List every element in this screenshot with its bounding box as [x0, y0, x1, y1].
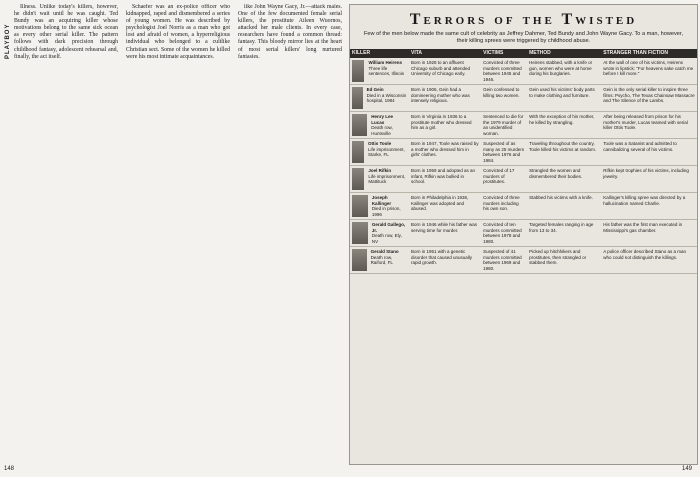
article-column-3 [238, 4, 342, 466]
method-cell: Strangled the women and dismembered their bodies. [527, 166, 601, 193]
killer-photo [352, 168, 364, 190]
header-victims: VICTIMS [481, 49, 527, 58]
table-row [350, 112, 697, 139]
killer-name: William Heirens [368, 60, 402, 66]
killer-name: Ottis Toole [367, 141, 392, 147]
page-sidebar [0, 0, 14, 477]
column-text: Illness. Unlike today's killers, however, he didn't wait until he was caught. Ted Bundy was an acquiring killer whose motivations belong to the same sick ocean as every other serial killer. The pattern follows with dark precision through childhood fantasy, adolescent rehearsal and, finally, the act itself. [14, 4, 118, 60]
killer-info: Died in prison, 1996 [371, 206, 401, 217]
column-text: Schaefer was an ex-police officer who kidnapped, raped and dismembered a series of young women. He was described by psychologist Joel Norris as a man who got lost and afraid of women, a hyperreligious individual who belonged to a cultlike Christian sect. Some of the women he killed were his most intimate acquaintances. [126, 4, 230, 60]
killer-photo [352, 195, 368, 217]
vita-cell: Born in Philadelphia in 1936, Kallinger was adopted and abused. [409, 193, 481, 220]
killer-name: Gerald Gallego, Jr. [371, 222, 406, 233]
table-header-row [350, 49, 697, 58]
killer-cell [350, 85, 409, 112]
killer-name: Joseph Kallinger [371, 195, 392, 206]
column-text: like John Wayne Gacy, Jr.—attack males. One of the few documented female serial killers, the prostitute Aileen Wuornos, attacked her male clients. In every case, researchers have found a common thread: fantasy. This bloody mirror lies at the heart of most serial killers' long nurtured fantasies. [238, 4, 342, 60]
killer-photo [352, 249, 367, 271]
table-row [350, 85, 697, 112]
vita-cell: Born in 1947, Toole was raised by a mother who dressed him in girls' clothes. [409, 139, 481, 166]
killer-cell [350, 193, 409, 220]
killer-cell [350, 166, 409, 193]
header-vita: VITA [409, 49, 481, 58]
killer-cell [350, 247, 409, 274]
header-killer: KILLER [350, 49, 409, 58]
table-row [350, 220, 697, 247]
victims-cell: Sentenced to die for the 1979 murder of an unidentified woman. [481, 112, 527, 139]
article-columns [14, 4, 342, 466]
article-column-2 [126, 4, 230, 466]
vita-cell: Born in 1959 and adopted as an infant, Rifkin was bullied in school. [409, 166, 481, 193]
killer-info: Life imprisonment, Starke, FL [367, 146, 405, 158]
table-row [350, 58, 697, 85]
killer-cell [350, 139, 409, 166]
victims-cell: Convicted of ten murders committed between 1978 and 1980. [481, 220, 527, 247]
terrors-sidebar [349, 4, 698, 465]
fiction-cell: Rifkin kept trophies of his victims, including jewelry. [601, 166, 697, 193]
victims-cell: Gein confessed to killing two women. [481, 85, 527, 112]
killer-photo [352, 60, 364, 82]
victims-cell: Convicted of 17 murders of prostitutes. [481, 166, 527, 193]
fiction-cell: A police officer described Stano as a man who could not distinguish the killings. [601, 247, 697, 274]
killer-info: Life imprisonment, Mattituck [368, 173, 406, 185]
fiction-cell: After being released from prison for his mother's murder, Lucas teamed with serial killer Ottis Toole. [601, 112, 697, 139]
killers-table [350, 49, 697, 274]
killer-name: Ed Gein [366, 87, 384, 93]
table-row [350, 247, 697, 274]
killer-photo [352, 87, 363, 109]
article-column-1 [14, 4, 118, 466]
killer-cell [350, 58, 409, 85]
fiction-cell: Gein is the only serial killer to inspire three films: Psycho, The Texas Chainsaw Massacre and The Silence of the Lambs. [601, 85, 697, 112]
table-row [350, 139, 697, 166]
killer-photo [352, 222, 368, 244]
sidebar-subtitle: Few of the men below made the same cult of celebrity as Jeffrey Dahmer, Ted Bundy and John Wayne Gacy. To a man, however, their killing sprees were triggered by childhood abuse. [363, 31, 683, 44]
fiction-cell: Toole was a Satanist and admitted to cannibalizing several of his victims. [601, 139, 697, 166]
header-fiction: STRANGER THAN FICTION [601, 49, 697, 58]
method-cell: With the exception of his mother, he killed by strangling. [527, 112, 601, 139]
victims-cell: Suspected of as many as 25 murders between 1976 and 1984. [481, 139, 527, 166]
killer-info: Death row, Huntsville [371, 125, 393, 136]
fiction-cell: Kallinger's killing spree was directed by a hallucination named Charlie. [601, 193, 697, 220]
magazine-label: PLAYBOY [5, 23, 11, 59]
killer-cell [350, 220, 409, 247]
killer-info: Died in a Wisconsin hospital, 1984 [366, 92, 407, 104]
page-number-left: 148 [4, 466, 15, 472]
killer-info: Death row, Raiford, FL [370, 254, 393, 266]
method-cell: Gein used his victims' body parts to make clothing and furniture. [527, 85, 601, 112]
page-number-right: 149 [682, 466, 693, 472]
sidebar-title: Terrors of the Twisted [409, 11, 638, 28]
killer-name: Joel Rifkin [368, 168, 392, 174]
victims-cell: Convicted of three murders committed between 1945 and 1946. [481, 58, 527, 85]
vita-cell: Born in 1928 to an affluent Chicago suburb and attended University of Chicago early. [409, 58, 481, 85]
fiction-cell: His father was the first man executed in Mississippi's gas chamber. [601, 220, 697, 247]
table-row [350, 166, 697, 193]
fiction-cell: At the wall of one of his victims, Heirens wrote in lipstick: "For heavens sake catch me before I kill more." [601, 58, 697, 85]
method-cell: Targeted females ranging in age from 13 to 34. [527, 220, 601, 247]
killer-cell [350, 112, 409, 139]
killer-info: Death row, Ely, NV [371, 233, 402, 244]
method-cell: Picked up hitchhikers and prostitutes, then strangled or stabbed them. [527, 247, 601, 274]
header-method: METHOD [527, 49, 601, 58]
vita-cell: Born in 1951 with a genetic disorder that caused unusually rapid growth. [409, 247, 481, 274]
killer-name: Gerald Stano [370, 249, 399, 255]
victims-cell: Suspected of 41 murders committed between 1969 and 1980. [481, 247, 527, 274]
vita-cell: Born in 1906, Gein had a domineering mother who was intensely religious. [409, 85, 481, 112]
method-cell: Stabbed his victims with a knife. [527, 193, 601, 220]
method-cell: Heirens stabbed, with a knife or gun, women who were at home during his burglaries. [527, 58, 601, 85]
killer-photo [352, 141, 364, 163]
method-cell: Traveling throughout the country, Toole killed his victims at random. [527, 139, 601, 166]
victims-cell: Convicted of three murders including his own son. [481, 193, 527, 220]
killer-name: Henry Lee Lucas [371, 114, 393, 125]
table-row [350, 193, 697, 220]
killer-photo [352, 114, 367, 136]
vita-cell: Born in Virginia in 1936 to a prostitute mother who dressed him as a girl. [409, 112, 481, 139]
killer-info: Three life sentences, Illinois [368, 65, 405, 77]
vita-cell: Born in 1946 while his father was serving time for murder. [409, 220, 481, 247]
